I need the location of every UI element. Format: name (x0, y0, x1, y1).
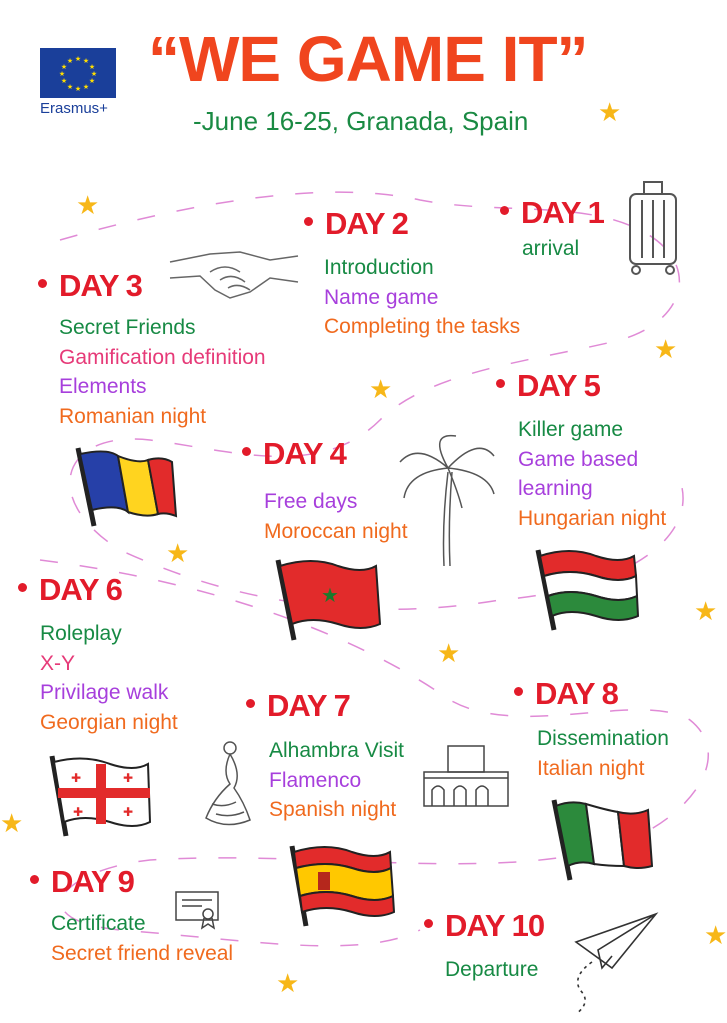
hungary-flag (530, 546, 640, 634)
activity-item: Game based (518, 447, 639, 471)
svg-text:✚: ✚ (122, 805, 134, 819)
star-icon: ★ (369, 374, 393, 404)
day-10-heading: DAY 10 (424, 908, 544, 944)
activity-item: Hungarian night (518, 506, 667, 530)
svg-text:★: ★ (90, 71, 98, 78)
day-6-heading: DAY 6 (18, 572, 122, 608)
day-7-activities (269, 736, 404, 825)
bullet-dot (496, 379, 505, 388)
activity-item: Romanian night (59, 404, 207, 428)
activity-item: Gamification definition (59, 345, 266, 369)
activity-item: Departure (445, 958, 539, 981)
star-icon: ★ (0, 808, 24, 838)
bullet-dot (424, 919, 433, 928)
eu-stars-icon (40, 48, 116, 98)
svg-text:★: ★ (82, 58, 90, 65)
activity-item: Free days (264, 490, 358, 513)
star-icon: ★ (654, 334, 678, 364)
activity-item: Introduction (324, 256, 434, 279)
star-icon: ★ (704, 920, 727, 950)
bullet-dot (514, 687, 523, 696)
activity-item: Completing the tasks (324, 315, 521, 338)
romania-flag (68, 442, 178, 530)
activity-item: Killer game (518, 418, 624, 441)
palm-tree-icon (398, 432, 498, 568)
day-1-activities (522, 234, 579, 264)
day-4-heading: DAY 4 (242, 436, 346, 472)
suitcase-icon (622, 178, 684, 278)
bullet-dot (18, 583, 27, 592)
day-7-heading: DAY 7 (246, 688, 350, 724)
svg-text:✚: ✚ (72, 805, 84, 819)
star-icon: ★ (76, 190, 100, 220)
activity-item: arrival (522, 237, 580, 260)
bullet-dot (246, 699, 255, 708)
svg-text:★: ★ (58, 71, 66, 78)
bullet-dot (242, 447, 251, 456)
day-10-activities (445, 955, 538, 985)
alhambra-icon (420, 742, 512, 808)
certificate-icon (174, 890, 222, 932)
activity-item: Secret friend reveal (51, 941, 234, 965)
erasmus-label: Erasmus+ (40, 100, 108, 117)
svg-text:★: ★ (66, 58, 74, 65)
activity-item: Italian night (537, 756, 645, 780)
activity-item: X-Y (40, 651, 76, 675)
bullet-dot (38, 279, 47, 288)
georgia-flag (44, 752, 154, 840)
day-4-activities (264, 487, 408, 546)
svg-text:★: ★ (60, 64, 68, 71)
spain-flag (286, 842, 398, 930)
star-icon: ★ (437, 638, 461, 668)
paper-plane-icon (562, 910, 662, 1020)
svg-text:★: ★ (66, 84, 74, 91)
star-icon: ★ (166, 538, 190, 568)
svg-text:✚: ✚ (70, 771, 82, 785)
svg-text:★: ★ (60, 78, 68, 85)
page-subtitle: -June 16-25, Granada, Spain (193, 106, 529, 136)
activity-item: Flamenco (269, 768, 362, 792)
morocco-flag (272, 556, 382, 644)
activity-item: Spanish night (269, 798, 397, 821)
activity-item: Roleplay (40, 622, 122, 645)
activity-item: learning (518, 477, 593, 500)
day-2-activities (324, 253, 520, 342)
day-5-activities (518, 415, 666, 533)
svg-text:✚: ✚ (122, 771, 134, 785)
italy-flag (546, 796, 656, 884)
day-8-activities (537, 724, 669, 783)
handshake-icon (170, 232, 300, 304)
svg-text:★: ★ (88, 64, 96, 71)
svg-text:★: ★ (82, 84, 90, 91)
day-6-activities (40, 619, 178, 737)
svg-text:★: ★ (321, 585, 339, 607)
activity-item: Moroccan night (264, 519, 408, 543)
star-icon: ★ (276, 968, 300, 998)
activity-item: Alhambra Visit (269, 739, 405, 762)
activity-item: Dissemination (537, 727, 669, 750)
day-3-heading: DAY 3 (38, 268, 142, 304)
bullet-dot (500, 206, 509, 215)
day-2-heading: DAY 2 (304, 206, 408, 242)
activity-item: Name game (324, 285, 439, 309)
day-8-heading: DAY 8 (514, 676, 618, 712)
activity-item: Georgian night (40, 710, 178, 734)
activity-item: Elements (59, 375, 147, 398)
eu-flag-logo (40, 48, 116, 98)
day-5-heading: DAY 5 (496, 368, 600, 404)
star-icon: ★ (694, 596, 718, 626)
day-9-heading: DAY 9 (30, 864, 134, 900)
flamenco-dancer-icon (200, 738, 256, 830)
activity-item: Certificate (51, 912, 146, 935)
star-icon: ★ (598, 97, 622, 127)
svg-text:★: ★ (74, 86, 82, 93)
bullet-dot (304, 217, 313, 226)
page-title: “WE GAME IT” (148, 23, 588, 95)
day-3-activities (59, 313, 266, 431)
day-1-heading: DAY 1 (500, 195, 604, 231)
svg-text:★: ★ (74, 56, 82, 63)
activity-item: Secret Friends (59, 316, 196, 339)
activity-item: Privilage walk (40, 681, 169, 704)
svg-text:★: ★ (88, 78, 96, 85)
bullet-dot (30, 875, 39, 884)
